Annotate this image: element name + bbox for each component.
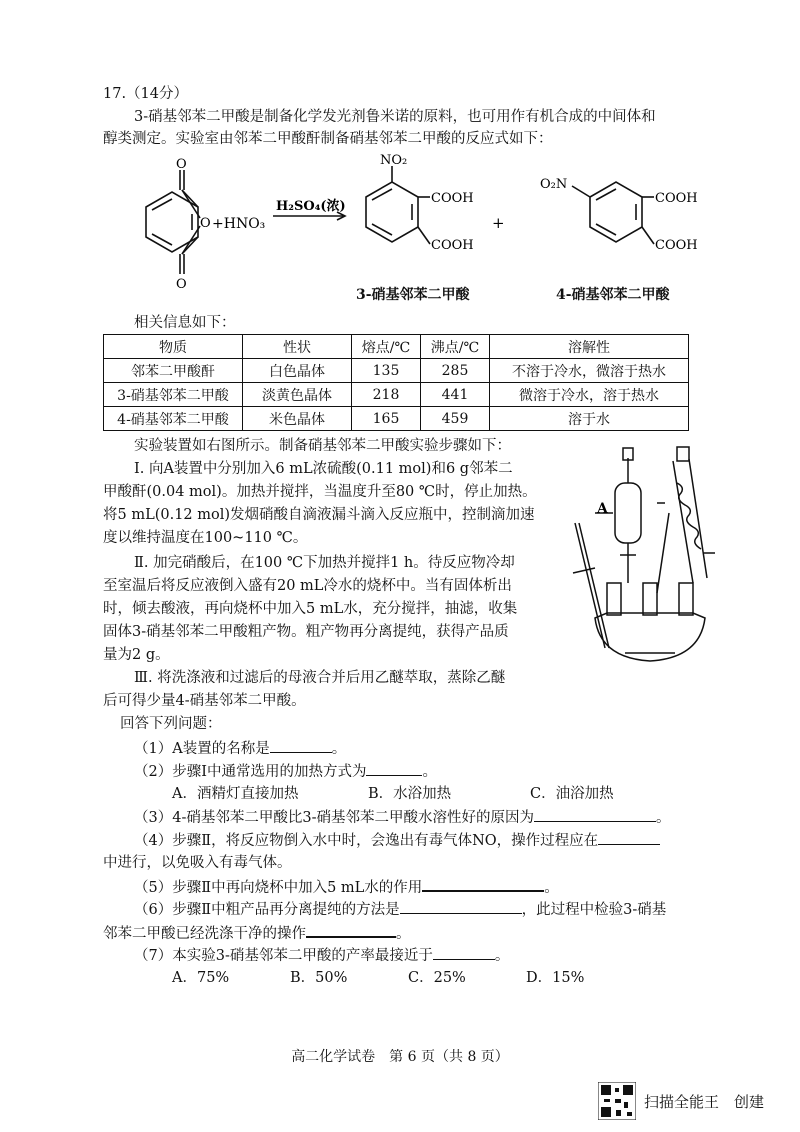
product1-no2: NO₂	[380, 153, 408, 168]
col-header: 溶解性	[490, 335, 689, 359]
table-cell: 米色晶体	[243, 407, 352, 431]
question-number: 17.（14分）	[103, 86, 189, 102]
table-cell: 微溶于冷水，溶于热水	[490, 383, 689, 407]
answer-blank-5[interactable]	[422, 876, 544, 892]
plus-sign: +	[492, 214, 505, 232]
question-6-cont: 邻苯二甲酸已经洗涤干净的操作 。	[103, 922, 411, 944]
product1-ring	[366, 182, 418, 242]
q7-option-c: C．25%	[408, 970, 466, 986]
intro-line-1: 3-硝基邻苯二甲酸是制备化学发光剂鲁米诺的原料，也可用作有机合成的中间体和	[134, 109, 656, 125]
product1-cooh-1: COOH	[431, 191, 474, 206]
answer-blank-3[interactable]	[534, 807, 656, 822]
carbonyl-o-top: O	[176, 157, 187, 172]
step1-line: 甲酸酐(0.04 mol)。加热并搅拌，当温度升至80 ℃时，停止加热。	[103, 484, 537, 500]
steps-intro: 实验装置如右图所示。制备硝基邻苯二甲酸实验步骤如下：	[134, 438, 511, 454]
col-header: 性状	[243, 335, 352, 359]
condenser	[673, 461, 693, 583]
q2-option-c: C．油浴加热	[530, 786, 614, 802]
step3-line: 后可得少量4-硝基邻苯二甲酸。	[103, 693, 306, 709]
table-cell: 邻苯二甲酸酐	[104, 359, 243, 383]
answer-blank-6a[interactable]	[400, 899, 522, 914]
table-cell: 135	[352, 359, 421, 383]
step2-line: 固体3-硝基邻苯二甲酸粗产物。粗产物再分离提纯，获得产品质	[103, 624, 509, 640]
table-row	[104, 407, 689, 431]
thermometer	[575, 523, 605, 648]
product1-cooh-2: COOH	[431, 238, 474, 253]
question-2: （2）步骤Ⅰ中通常选用的加热方式为 。	[134, 761, 437, 782]
product2-label: 4-硝基邻苯二甲酸	[556, 287, 670, 303]
table-cell: 285	[421, 359, 490, 383]
carbonyl-o-bottom: O	[176, 277, 187, 292]
question-4: （4）步骤Ⅱ，将反应物倒入水中时，会逸出有毒气体NO，操作过程应在	[134, 830, 660, 851]
step2-line: 量为2 g。	[103, 647, 170, 663]
table-cell: 白色晶体	[243, 359, 352, 383]
info-title: 相关信息如下：	[134, 315, 236, 331]
q7-option-b: B．50%	[290, 970, 348, 986]
anhydride-ring	[146, 192, 198, 252]
step2-line: 至室温后将反应液倒入盛有20 mL冷水的烧杯中。当有固体析出	[103, 578, 512, 594]
table-header-row	[104, 335, 689, 359]
dropping-funnel	[615, 483, 641, 543]
question-1: （1）A装置的名称是 。	[134, 738, 346, 759]
table-cell: 165	[352, 407, 421, 431]
table-cell: 4-硝基邻苯二甲酸	[104, 407, 243, 431]
reagent-hno3: +HNO₃	[212, 216, 266, 232]
three-neck-flask	[595, 613, 705, 661]
question-6: （6）步骤Ⅱ中粗产品再分离提纯的方法是 ，此过程中检验3-硝基	[134, 899, 666, 920]
scanner-text: 扫描全能王 创建	[644, 1092, 765, 1111]
table-cell: 淡黄色晶体	[243, 383, 352, 407]
product2-cooh-2: COOH	[655, 238, 698, 253]
q2-option-a: A．酒精灯直接加热	[172, 786, 299, 802]
col-header: 物质	[104, 335, 243, 359]
table-cell: 3-硝基邻苯二甲酸	[104, 383, 243, 407]
product2-o2n: O₂N	[540, 177, 568, 192]
q7-option-d: D．15%	[526, 970, 585, 986]
qr-code-icon	[598, 1082, 636, 1120]
table-row	[104, 359, 689, 383]
q7-option-a: A．75%	[172, 970, 230, 986]
table-cell: 459	[421, 407, 490, 431]
answer-blank-1[interactable]	[270, 738, 332, 753]
intro-line-2: 醇类测定。实验室由邻苯二甲酸酐制备硝基邻苯二甲酸的反应式如下：	[103, 131, 553, 147]
product1-label: 3-硝基邻苯二甲酸	[356, 287, 470, 303]
question-4-cont: 中进行，以免吸入有毒气体。	[103, 855, 292, 871]
reaction-condition: H₂SO₄(浓)	[276, 199, 346, 214]
properties-table	[103, 334, 689, 431]
question-7: （7）本实验3-硝基邻苯二甲酸的产率最接近于 。	[134, 945, 509, 966]
questions-intro: 回答下列问题：	[120, 716, 222, 732]
answer-blank-6b[interactable]	[306, 922, 396, 938]
scanner-watermark	[598, 1082, 764, 1120]
answer-blank-2[interactable]	[366, 761, 422, 776]
table-cell: 溶于水	[490, 407, 689, 431]
table-cell: 218	[352, 383, 421, 407]
step2-line: Ⅱ. 加完硝酸后，在100 ℃下加热并搅拌1 h。待反应物冷却	[134, 555, 515, 571]
reaction-scheme	[100, 152, 720, 302]
answer-blank-4[interactable]	[598, 830, 660, 845]
step3-line: Ⅲ. 将洗涤液和过滤后的母液合并后用乙醚萃取，蒸除乙醚	[134, 670, 506, 686]
apparatus-diagram	[565, 443, 725, 668]
table-cell: 441	[421, 383, 490, 407]
ring-o: O	[200, 216, 211, 231]
question-5: （5）步骤Ⅱ中再向烧杯中加入5 mL水的作用 。	[134, 876, 559, 898]
question-3: （3）4-硝基邻苯二甲酸比3-硝基邻苯二甲酸水溶性好的原因为 。	[134, 807, 670, 828]
answer-blank-7[interactable]	[433, 945, 495, 960]
product2-cooh-1: COOH	[655, 191, 698, 206]
step2-line: 时，倾去酸液，再向烧杯中加入5 mL水，充分搅拌，抽滤，收集	[103, 601, 518, 617]
table-row	[104, 383, 689, 407]
product2-ring	[590, 182, 642, 242]
step1-line: 将5 mL(0.12 mol)发烟硝酸自滴液漏斗滴入反应瓶中，控制滴加速	[103, 507, 535, 523]
col-header: 熔点/℃	[352, 335, 421, 359]
col-header: 沸点/℃	[421, 335, 490, 359]
page-footer: 高二化学试卷 第 6 页（共 8 页）	[291, 1049, 509, 1065]
apparatus-label-a: A	[597, 501, 608, 517]
q2-option-b: B．水浴加热	[368, 786, 452, 802]
step1-line: 度以维持温度在100~110 ℃。	[103, 530, 308, 546]
step1-line: Ⅰ. 向A装置中分别加入6 mL浓硫酸(0.11 mol)和6 g邻苯二	[134, 461, 513, 477]
table-cell: 不溶于冷水，微溶于热水	[490, 359, 689, 383]
